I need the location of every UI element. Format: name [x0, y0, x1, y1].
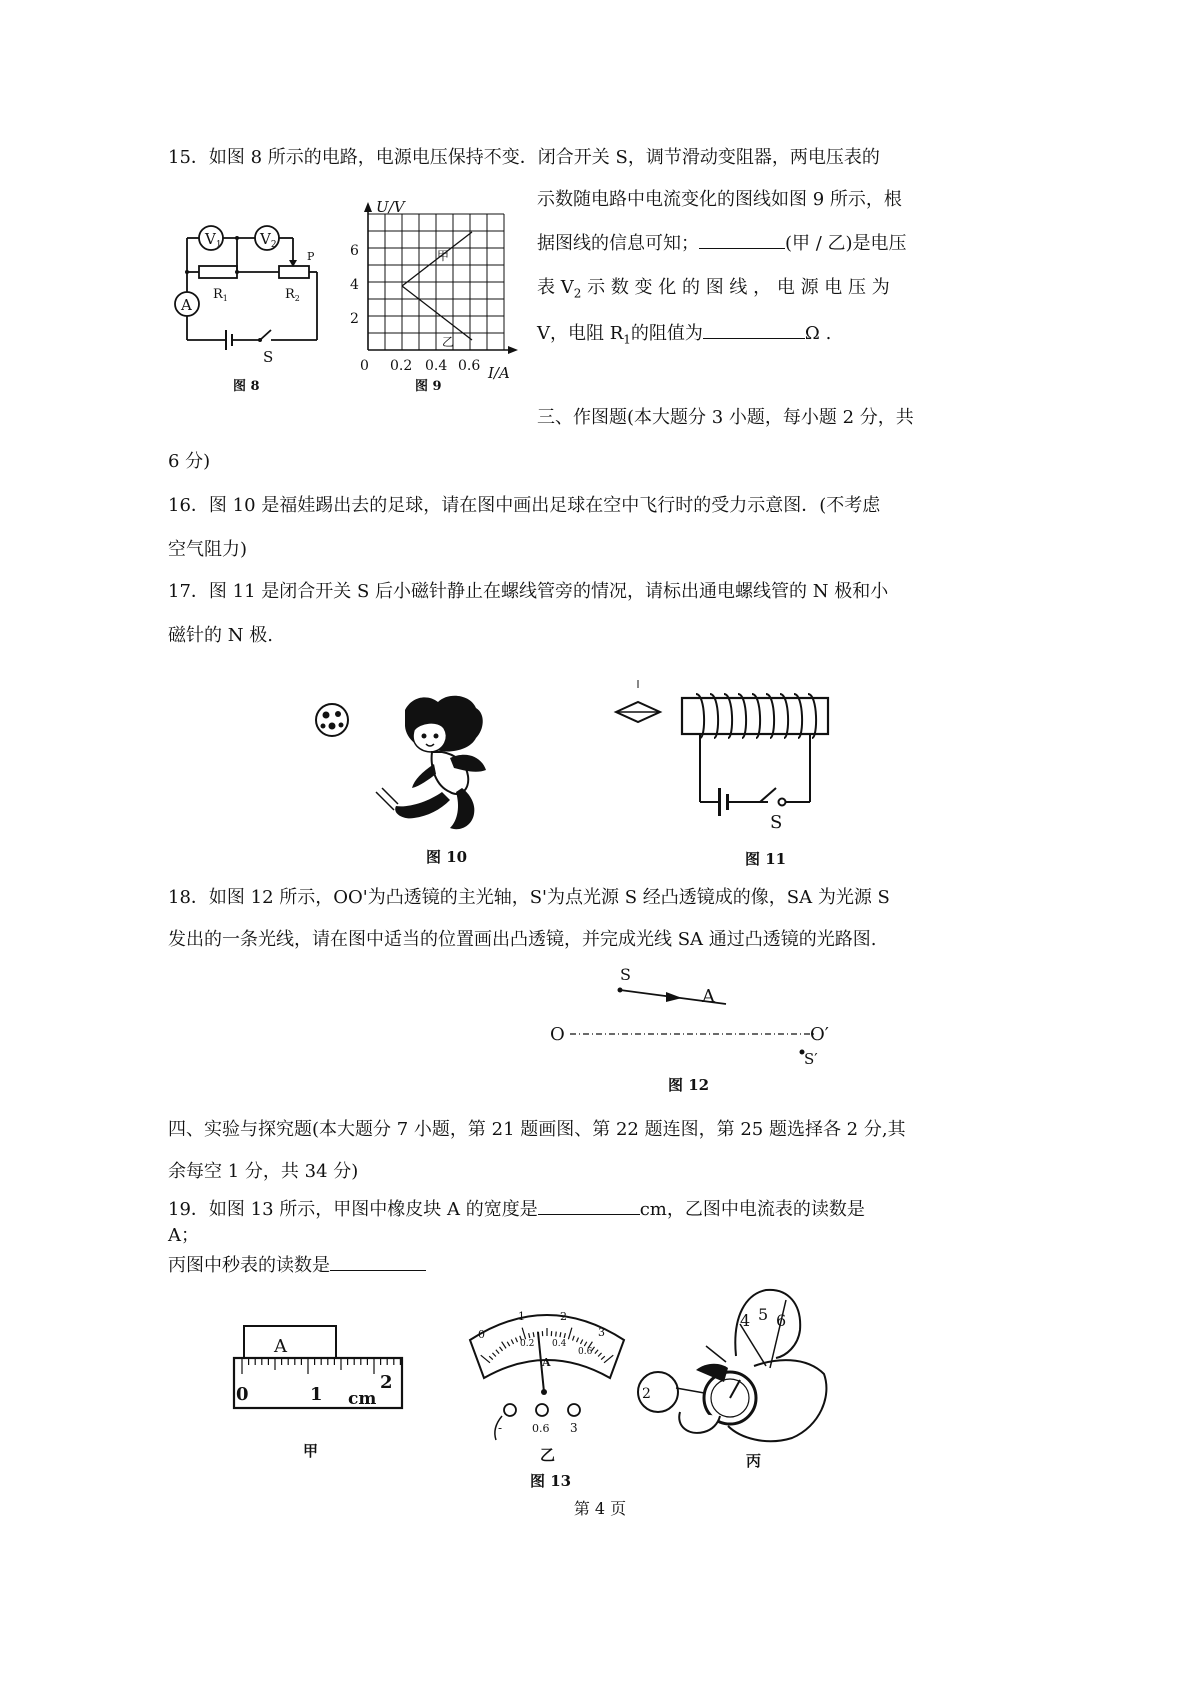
meter-tick-mark: [556, 1332, 557, 1337]
ammeter-label: A: [181, 296, 192, 314]
meter-top-tick: 0: [478, 1328, 485, 1341]
figure-13-yi-label: 乙: [540, 1446, 556, 1464]
line-jia-label: 甲: [437, 249, 450, 263]
point-s-label: S: [620, 965, 631, 984]
x-tick: 0.6: [458, 358, 481, 374]
terminal-label: 3: [570, 1421, 578, 1435]
coil-loop: [724, 694, 732, 738]
switch-s-label: S: [263, 348, 274, 366]
figure-9-caption: 图 9: [415, 379, 442, 394]
q15-line1: 15．如图 8 所示的电路，电源电压保持不变．闭合开关 S，调节滑动变阻器，两电压表的: [168, 147, 880, 168]
x-tick: 0: [360, 358, 369, 374]
ruler-tick: 0: [236, 1384, 249, 1405]
q18-line2: 发出的一条光线，请在图中适当的位置画出凸透镜，并完成光线 SA 通过凸透镜的光路图.: [168, 929, 877, 950]
point-o-prime-label: O′: [810, 1024, 829, 1045]
meter-top-tick: 3: [598, 1326, 605, 1339]
section4-line2: 余每空 1 分，共 34 分): [168, 1161, 359, 1182]
q18-line1: 18．如图 12 所示，OO'为凸透镜的主光轴，S'为点光源 S 经凸透镜成的像，SA 为光源 S: [168, 887, 890, 908]
meter-bottom-tick: 0.4: [552, 1339, 567, 1349]
figure-11-caption: 图 11: [745, 850, 787, 868]
answer-blank-3[interactable]: [538, 1196, 640, 1215]
q15-line3b: (甲 / 乙)是电压: [785, 233, 907, 254]
ruler-unit: cm: [348, 1389, 377, 1409]
coil-loop: [808, 694, 816, 738]
q19-line3: [168, 1252, 426, 1278]
coil-loop: [696, 694, 704, 738]
answer-blank-2[interactable]: [703, 320, 805, 339]
r2-label: $R_2$: [285, 287, 300, 303]
coil-loop: [738, 694, 746, 738]
q17-line2: 磁针的 N 极.: [168, 625, 273, 646]
figure-10-caption: 图 10: [426, 848, 468, 866]
point-a-label: A: [702, 986, 715, 1007]
coil-loop: [752, 694, 760, 738]
switch-s-label: S: [770, 812, 783, 833]
q15-line5: [537, 320, 831, 352]
y-tick: 2: [350, 311, 359, 327]
figure-12-caption: 图 12: [668, 1076, 710, 1094]
q19-line2: A；: [168, 1225, 199, 1246]
q19-line1b: cm，乙图中电流表的读数是: [639, 1199, 865, 1220]
q15-line4-sub: 2: [573, 286, 582, 301]
q15-line5a: V，电阻 R: [537, 323, 624, 344]
figure-8-caption: 图 8: [233, 379, 260, 394]
figure-10-fuwa: [310, 688, 510, 868]
line-yi-label: 乙: [442, 335, 455, 349]
image-s-prime-label: S′: [804, 1050, 818, 1068]
football-icon: [316, 704, 348, 736]
v2-label: $V_2$: [260, 230, 277, 250]
small-dial-number: 4: [740, 1311, 751, 1330]
r1-label: $R_1$: [213, 287, 228, 303]
point-o-label: O: [550, 1024, 565, 1045]
coil-loop: [766, 694, 774, 738]
slider-p-label: P: [307, 250, 315, 263]
figure-11-solenoid: [610, 676, 850, 846]
page-number: 第 4 页: [573, 1499, 627, 1518]
meter-bottom-tick: 0.2: [520, 1339, 535, 1349]
q17-line1: 17．图 11 是闭合开关 S 后小磁针静止在螺线管旁的情况，请标出通电螺线管的 N 极和小: [168, 581, 889, 602]
q15-line5-sub: 1: [623, 332, 631, 347]
coil-loop: [780, 694, 788, 738]
figure-13-stopwatch: [636, 1286, 836, 1456]
q15-line3a: 据图线的信息可知；: [537, 233, 699, 254]
coil-loop: [710, 694, 718, 738]
figure-13-ammeter: [462, 1300, 632, 1450]
ruler-tick: 1: [310, 1384, 323, 1405]
q16-line2: 空气阻力): [168, 539, 248, 560]
figure-13-bing-label: 丙: [746, 1452, 762, 1470]
q19-line1a: 19．如图 13 所示，甲图中橡皮块 A 的宽度是: [168, 1199, 538, 1220]
meter-unit: A: [542, 1356, 551, 1369]
compass-needle-icon: [616, 702, 660, 722]
figure-8-circuit: [175, 212, 325, 397]
x-tick: 0.2: [390, 358, 413, 374]
q19-line3: 丙图中秒表的读数是: [168, 1255, 330, 1276]
answer-blank-4[interactable]: [330, 1252, 426, 1271]
coil-loop: [794, 694, 802, 738]
q15-line5b: 的阻值为: [630, 323, 703, 344]
q15-line3: [537, 230, 907, 256]
section3-line1: 三、作图题(本大题分 3 小题，每小题 2 分，共: [537, 407, 914, 428]
q15-line4a: 表 V: [537, 277, 574, 298]
y-tick: 4: [350, 277, 359, 293]
v1-label: $V_1$: [205, 230, 222, 250]
section4-line1: 四、实验与探究题(本大题分 7 小题，第 21 题画图、第 22 题连图，第 25 题选择各 2 分,其: [168, 1119, 906, 1140]
y-axis-label: U/V: [376, 198, 405, 216]
terminal-label: 0.6: [532, 1422, 550, 1435]
q15-line2: 示数随电路中电流变化的图线如图 9 所示，根: [537, 189, 902, 210]
x-tick: 0.4: [425, 358, 448, 374]
fuwa-figure: [376, 696, 486, 829]
q19-line1: [168, 1196, 865, 1222]
meter-top-tick: 1: [518, 1310, 525, 1323]
answer-blank-1[interactable]: [699, 230, 785, 249]
figure-13-jia-label: 甲: [303, 1442, 319, 1460]
meter-top-tick: 2: [560, 1310, 567, 1323]
x-axis-label: I/A: [488, 364, 510, 382]
block-a-label: A: [274, 1336, 287, 1357]
meter-bottom-tick: 0.6: [578, 1347, 593, 1357]
figure-9-graph: [350, 200, 530, 400]
figure-12-optics: [540, 960, 850, 1100]
q15-line5c: Ω .: [804, 323, 832, 344]
figure-13-caption: 图 13: [530, 1472, 572, 1490]
terminal-label: -: [498, 1421, 503, 1435]
y-tick: 6: [350, 243, 359, 259]
q15-line4: [537, 276, 890, 306]
q15-line4b: 示 数 变 化 的 图 线 ， 电 源 电 压 为: [581, 277, 890, 298]
left-dial-number: 2: [642, 1386, 651, 1402]
section3-line2: 6 分): [168, 451, 211, 472]
small-dial-number: 6: [776, 1311, 787, 1330]
ruler-tick: 2: [380, 1372, 393, 1393]
q16-line1: 16．图 10 是福娃踢出去的足球，请在图中画出足球在空中飞行时的受力示意图．(不考虑: [168, 495, 881, 516]
figure-13-ruler: [230, 1320, 410, 1420]
small-dial-number: 5: [758, 1305, 769, 1324]
